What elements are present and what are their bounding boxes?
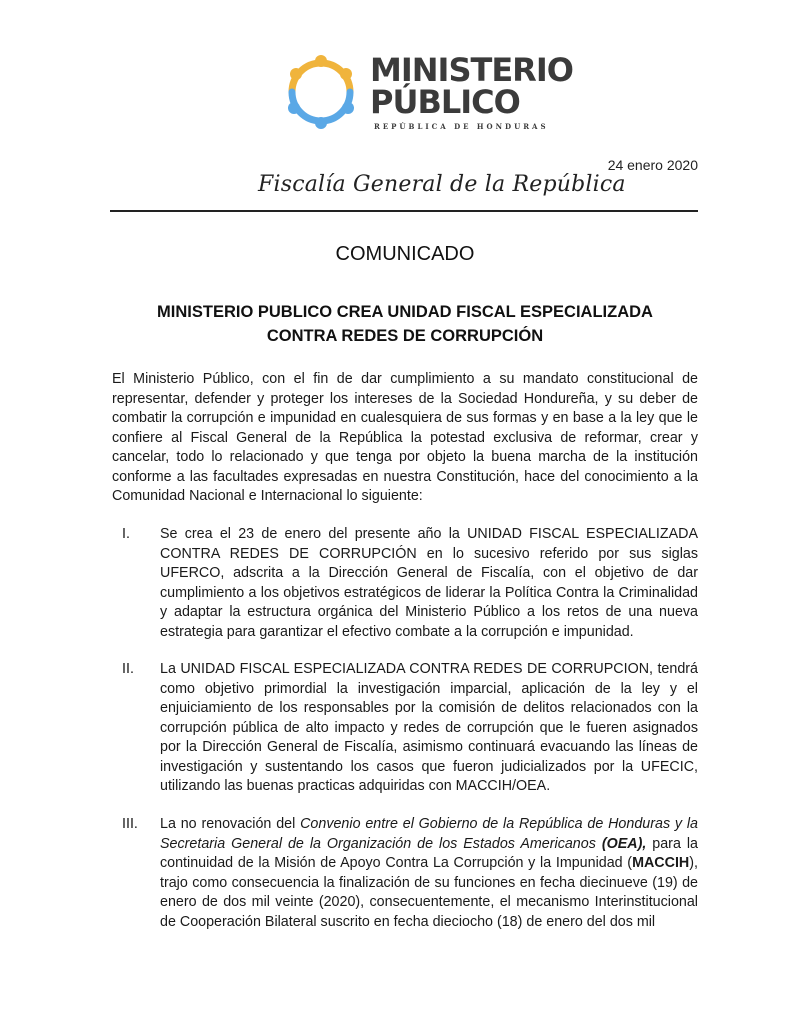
ministerio-publico-logo xyxy=(282,51,573,132)
list-item-text: Se crea el 23 de enero del presente año la UNIDAD FISCAL ESPECIALIZADA CONTRA REDES DE CORRUPCIÓN en lo sucesivo referido por sus siglas UFERCO, adscrita a la Dirección General de Fiscalía, con el objetivo de dar cumplimiento a los objetivos estratégicos de liderar la Política Contra la Criminalidad y adaptar la estructura orgánica del Ministerio Público a los retos de una nueva estrategia para garantizar el efectivo combate a la corrupción e impunidad. xyxy=(160,526,698,640)
logo-title-line1: MINISTERIO xyxy=(370,51,573,89)
text-segment: La no renovación del xyxy=(160,816,301,832)
document-label: COMUNICADO xyxy=(335,243,475,265)
list-item-text: La UNIDAD FISCAL ESPECIALIZADA CONTRA REDES DE CORRUPCION, tendrá como objetivo primordial la investigación imparcial, aplicación de la ley y el enjuiciamiento de los responsables por la comisión de delitos relacionados con la corrupción pública de alto impacto y redes de corrupción que le fueren asignados por la Dirección General de Fiscalía, asimismo continuará evacuando las líneas de investigación y sustentando los casos que fueron judicializados por la UFECIC, utilizando las buenas practicas adquiridas con MACCIH/OEA. xyxy=(160,661,698,794)
people-circle-logo-icon xyxy=(282,52,360,130)
list-item-number: II. xyxy=(122,661,134,677)
list-item xyxy=(112,660,698,797)
text-segment: ), trajo como consecuencia la finalización de su funciones en fecha diecinueve (19) de enero de dos mil veinte (2020), consecuentemente, el mecanismo Interinstitucional de Cooperación Bilateral suscrito en fecha dieciocho (18) de enero del dos mil xyxy=(160,855,698,930)
convenio-title: Convenio entre el Gobierno de la República de Honduras y la Secretaria General de la Organización de los Estados Americanos xyxy=(160,816,699,852)
list-item-text xyxy=(160,815,698,932)
list-item xyxy=(112,525,698,642)
intro-paragraph: El Ministerio Público, con el fin de dar cumplimiento a su mandato constitucional de representar, defender y proteger los intereses de la Sociedad Hondureña, y su deber de combatir la corrupción e impunidad en cualesquiera de sus formas y en base a la ley que le confiere al Fiscal General de la República la potestad exclusiva de reformar, crear y cancelar, todo lo relacionado y que tenga por objeto la buena marcha de la institución conforme a las facultades expresadas en nuestra Constitución, hace del conocimiento a la Comunidad Nacional e Internacional lo siguiente: xyxy=(112,371,698,504)
maccih-acronym: MACCIH xyxy=(632,855,690,871)
list-item xyxy=(112,815,698,932)
document-date: 24 enero 2020 xyxy=(607,157,698,173)
headline-line1: MINISTERIO PUBLICO CREA UNIDAD FISCAL ESPECIALIZADA xyxy=(157,303,653,321)
headline-line2: CONTRA REDES DE CORRUPCIÓN xyxy=(266,327,544,345)
header-divider xyxy=(110,210,698,212)
headline xyxy=(100,300,710,348)
list-item-number: I. xyxy=(122,526,130,542)
oea-acronym: (OEA), xyxy=(601,835,647,852)
logo-title-line2: PÚBLICO xyxy=(370,83,520,121)
office-name: Fiscalía General de la República xyxy=(258,172,626,197)
list-item-number: III. xyxy=(122,816,138,832)
text-segment: para la continuidad de la Misión de Apoyo Contra La Corrupción y la Impunidad ( xyxy=(160,835,698,871)
logo-subtitle: REPÚBLICA DE HONDURAS xyxy=(374,122,549,131)
